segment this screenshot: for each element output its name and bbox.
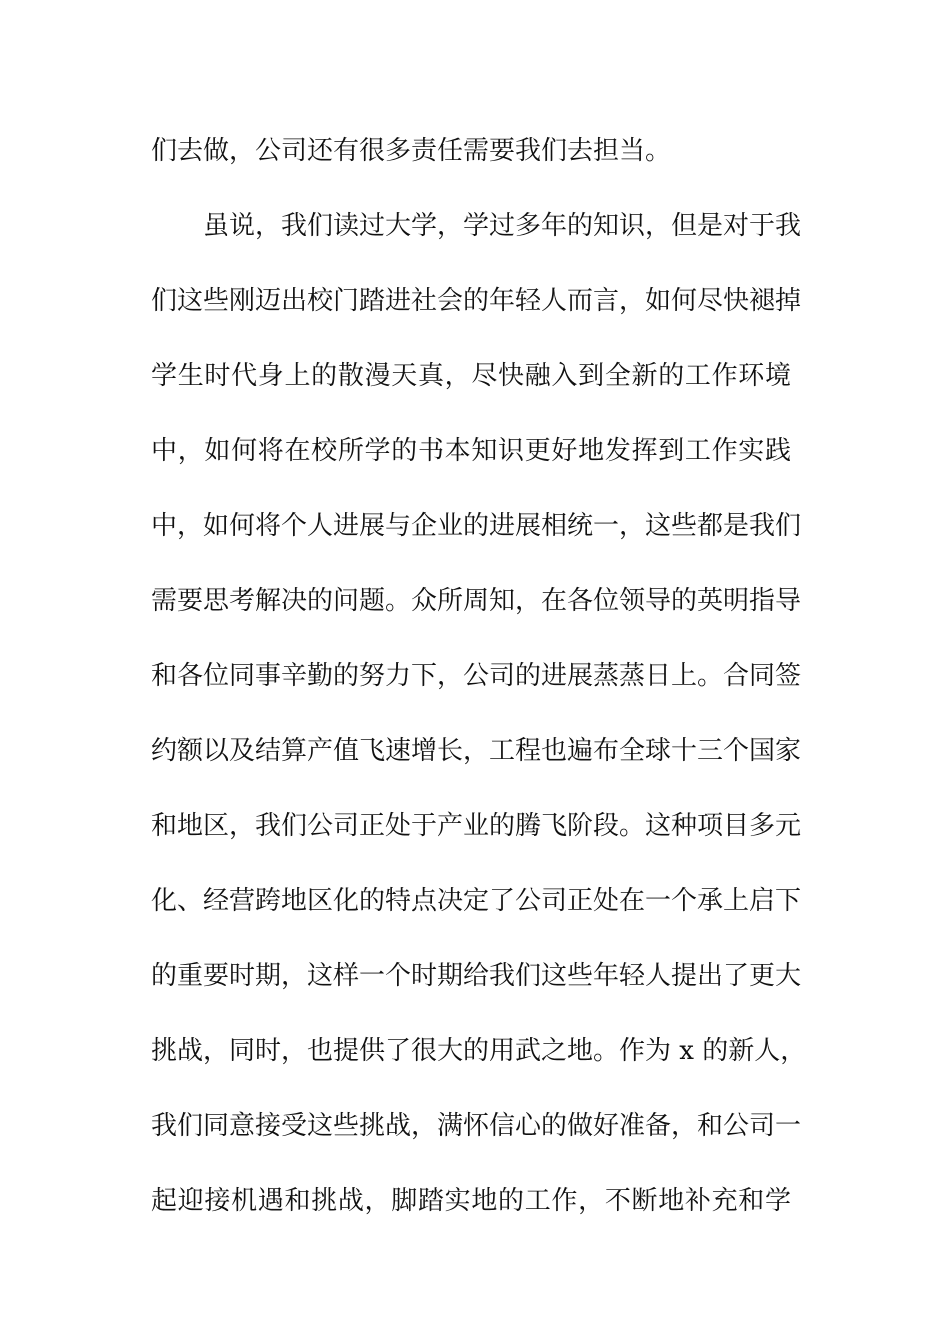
text-line: 挑战，同时，也提供了很大的用武之地。作为 x 的新人， bbox=[151, 1036, 807, 1066]
text-line: 化、经营跨地区化的特点决定了公司正处在一个承上启下 bbox=[151, 886, 802, 916]
text-line: 虽说，我们读过大学，学过多年的知识，但是对于我 bbox=[203, 211, 802, 241]
document-body bbox=[151, 128, 807, 1253]
text-line: 需要思考解决的问题。众所周知，在各位领导的英明指导 bbox=[151, 586, 802, 616]
text-line: 们去做，公司还有很多责任需要我们去担当。 bbox=[151, 136, 672, 166]
text-line: 和各位同事辛勤的努力下，公司的进展蒸蒸日上。合同签 bbox=[151, 661, 802, 691]
text-line: 我们同意接受这些挑战，满怀信心的做好准备，和公司一 bbox=[151, 1111, 802, 1141]
text-line: 的重要时期，这样一个时期给我们这些年轻人提出了更大 bbox=[151, 961, 802, 991]
text-line: 约额以及结算产值飞速增长，工程也遍布全球十三个国家 bbox=[151, 736, 802, 766]
text-line: 起迎接机遇和挑战，脚踏实地的工作，不断地补充和学 bbox=[151, 1186, 791, 1216]
text-line: 和地区，我们公司正处于产业的腾飞阶段。这种项目多元 bbox=[151, 811, 802, 841]
text-line: 中，如何将个人进展与企业的进展相统一，这些都是我们 bbox=[151, 511, 802, 541]
text-line: 们这些刚迈出校门踏进社会的年轻人而言，如何尽快褪掉 bbox=[151, 286, 802, 316]
text-line: 中，如何将在校所学的书本知识更好地发挥到工作实践 bbox=[151, 436, 791, 466]
text-line: 学生时代身上的散漫天真，尽快融入到全新的工作环境 bbox=[151, 361, 791, 391]
